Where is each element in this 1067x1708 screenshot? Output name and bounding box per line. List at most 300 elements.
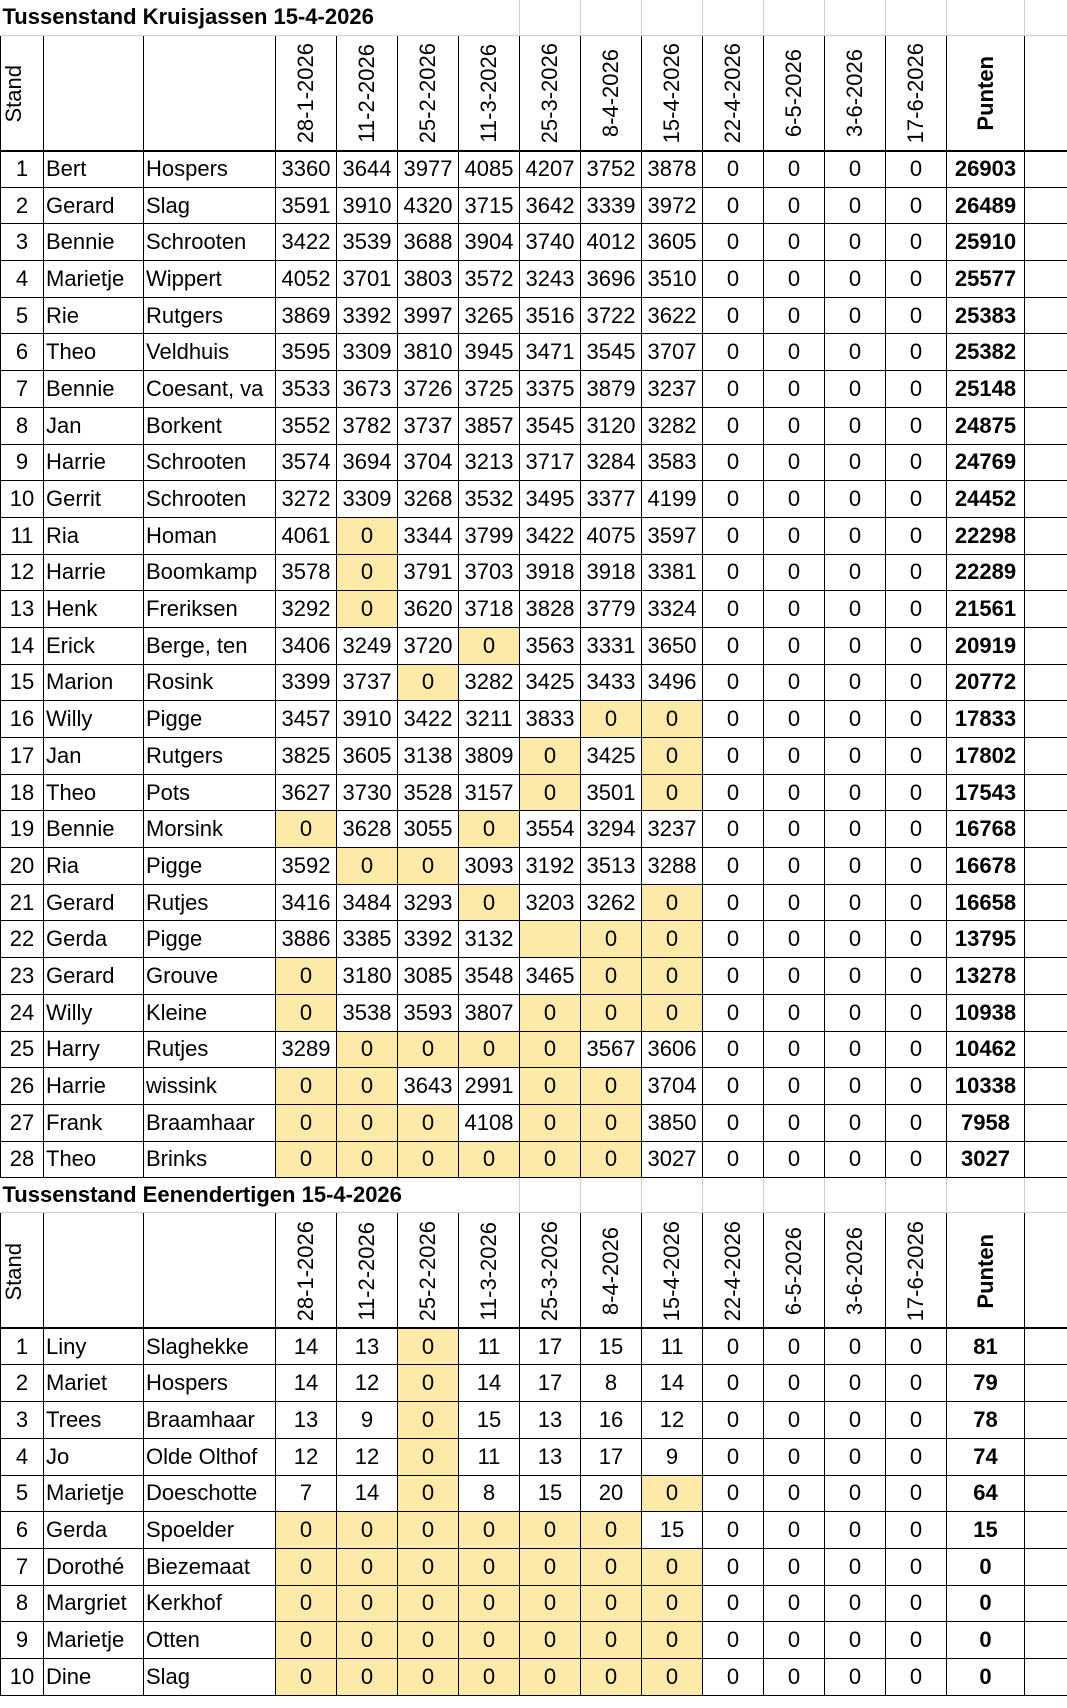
table-row xyxy=(1,554,1067,591)
table-row xyxy=(1,407,1067,444)
empty-cell xyxy=(1025,261,1067,298)
score-cell: 3528 xyxy=(398,774,459,811)
column-header-date-label: 15-4-2026 xyxy=(659,1221,685,1322)
score-cell: 3799 xyxy=(459,517,520,554)
empty-cell xyxy=(1025,1585,1067,1622)
last-name-cell: Wippert xyxy=(144,261,276,298)
score-cell: 3726 xyxy=(398,371,459,408)
score-cell: 3782 xyxy=(337,407,398,444)
column-header-date-label: 15-4-2026 xyxy=(659,43,685,144)
total-points-cell: 0 xyxy=(947,1622,1025,1659)
score-cell: 14 xyxy=(337,1475,398,1512)
score-cell: 3265 xyxy=(459,297,520,334)
score-cell: 9 xyxy=(337,1402,398,1439)
score-cell: 0 xyxy=(825,261,886,298)
empty-cell xyxy=(825,0,886,35)
score-cell: 3717 xyxy=(520,444,581,481)
score-cell: 13 xyxy=(520,1438,581,1475)
score-cell: 3360 xyxy=(276,151,337,188)
empty-cell xyxy=(1025,738,1067,775)
empty-cell xyxy=(947,0,1025,35)
score-cell: 3180 xyxy=(337,958,398,995)
score-cell: 0 xyxy=(642,994,703,1031)
rank-cell: 8 xyxy=(1,407,44,444)
first-name-cell: Liny xyxy=(44,1328,144,1365)
score-cell: 0 xyxy=(825,297,886,334)
score-cell: 0 xyxy=(886,187,947,224)
score-cell: 3211 xyxy=(459,701,520,738)
last-name-cell: Biezemaat xyxy=(144,1548,276,1585)
column-header-date-label: 11-2-2026 xyxy=(354,1221,379,1321)
score-cell: 3879 xyxy=(581,371,642,408)
score-cell: 0 xyxy=(764,517,825,554)
last-name-cell: Schrooten xyxy=(144,444,276,481)
score-cell: 0 xyxy=(886,517,947,554)
score-cell: 0 xyxy=(825,1438,886,1475)
column-header-last-name xyxy=(144,1213,276,1329)
score-cell: 3605 xyxy=(337,738,398,775)
score-cell: 3213 xyxy=(459,444,520,481)
score-cell: 0 xyxy=(520,1585,581,1622)
score-cell: 3293 xyxy=(398,884,459,921)
column-header-punten-label: Punten xyxy=(972,56,998,131)
table-row xyxy=(1,1328,1067,1365)
score-cell: 0 xyxy=(764,1141,825,1178)
score-cell: 0 xyxy=(642,884,703,921)
score-cell: 15 xyxy=(459,1402,520,1439)
empty-cell xyxy=(1025,297,1067,334)
score-cell: 3510 xyxy=(642,261,703,298)
table-row xyxy=(1,884,1067,921)
empty-cell xyxy=(1025,481,1067,518)
score-cell: 4075 xyxy=(581,517,642,554)
first-name-cell: Marietje xyxy=(44,1475,144,1512)
last-name-cell: Coesant, va xyxy=(144,371,276,408)
empty-cell xyxy=(1025,407,1067,444)
score-cell: 0 xyxy=(337,1031,398,1068)
column-header-date-label: 17-6-2026 xyxy=(903,1221,929,1322)
score-cell: 3997 xyxy=(398,297,459,334)
score-cell: 0 xyxy=(764,1031,825,1068)
first-name-cell: Theo xyxy=(44,1141,144,1178)
table-row xyxy=(1,1365,1067,1402)
column-header-date-label: 3-6-2026 xyxy=(842,49,868,138)
score-cell: 3309 xyxy=(337,334,398,371)
total-points-cell: 74 xyxy=(947,1438,1025,1475)
score-cell: 0 xyxy=(886,591,947,628)
score-cell: 0 xyxy=(703,701,764,738)
column-header-punten xyxy=(947,35,1025,151)
empty-cell xyxy=(1025,1104,1067,1141)
score-cell: 3627 xyxy=(276,774,337,811)
score-cell: 0 xyxy=(703,774,764,811)
total-points-cell: 17543 xyxy=(947,774,1025,811)
score-cell: 12 xyxy=(642,1402,703,1439)
score-cell: 0 xyxy=(398,1438,459,1475)
score-cell: 0 xyxy=(825,1365,886,1402)
total-points-cell: 0 xyxy=(947,1548,1025,1585)
total-points-cell: 79 xyxy=(947,1365,1025,1402)
empty-cell xyxy=(1025,371,1067,408)
empty-cell xyxy=(1025,1402,1067,1439)
score-cell: 0 xyxy=(764,371,825,408)
table-row xyxy=(1,1031,1067,1068)
first-name-cell: Dorothé xyxy=(44,1548,144,1585)
last-name-cell: Homan xyxy=(144,517,276,554)
last-name-cell: Slag xyxy=(144,1658,276,1695)
empty-cell xyxy=(1025,848,1067,885)
rank-cell: 3 xyxy=(1,224,44,261)
score-cell: 0 xyxy=(459,1031,520,1068)
column-header-punten xyxy=(947,1213,1025,1329)
score-cell: 3192 xyxy=(520,848,581,885)
rank-cell: 3 xyxy=(1,1402,44,1439)
score-cell: 0 xyxy=(764,1438,825,1475)
kruisjassen-header-row xyxy=(1,35,1067,151)
score-cell: 0 xyxy=(825,1104,886,1141)
score-cell: 3331 xyxy=(581,627,642,664)
column-header-first-name xyxy=(44,1213,144,1329)
score-cell: 0 xyxy=(520,1104,581,1141)
empty-cell xyxy=(886,0,947,35)
total-points-cell: 20919 xyxy=(947,627,1025,664)
total-points-cell: 22289 xyxy=(947,554,1025,591)
score-cell: 3597 xyxy=(642,517,703,554)
score-cell: 3809 xyxy=(459,738,520,775)
score-cell: 0 xyxy=(398,1475,459,1512)
last-name-cell: Berge, ten xyxy=(144,627,276,664)
score-cell: 3737 xyxy=(398,407,459,444)
table-row xyxy=(1,151,1067,188)
score-cell: 0 xyxy=(764,224,825,261)
score-cell: 0 xyxy=(825,1328,886,1365)
first-name-cell: Ria xyxy=(44,848,144,885)
column-header-date xyxy=(764,1213,825,1329)
column-header-date-label: 28-1-2026 xyxy=(293,1221,318,1322)
table-row xyxy=(1,1622,1067,1659)
score-cell: 3945 xyxy=(459,334,520,371)
score-cell: 0 xyxy=(703,1068,764,1105)
score-cell: 3243 xyxy=(520,261,581,298)
total-points-cell: 0 xyxy=(947,1585,1025,1622)
score-cell: 0 xyxy=(764,921,825,958)
table-row xyxy=(1,1104,1067,1141)
score-cell: 0 xyxy=(886,921,947,958)
score-cell: 3563 xyxy=(520,627,581,664)
score-cell: 0 xyxy=(337,1548,398,1585)
score-cell: 0 xyxy=(825,1658,886,1695)
score-cell: 9 xyxy=(642,1438,703,1475)
score-cell: 0 xyxy=(764,1622,825,1659)
rank-cell: 21 xyxy=(1,884,44,921)
score-cell: 0 xyxy=(703,591,764,628)
empty-cell xyxy=(1025,994,1067,1031)
score-cell: 14 xyxy=(642,1365,703,1402)
score-cell: 3628 xyxy=(337,811,398,848)
column-header-date-label: 28-1-2026 xyxy=(293,43,318,144)
score-cell: 0 xyxy=(703,334,764,371)
eenendertigen-header-row xyxy=(1,1213,1067,1329)
rank-cell: 19 xyxy=(1,811,44,848)
empty-cell xyxy=(1025,1438,1067,1475)
score-cell: 3552 xyxy=(276,407,337,444)
score-cell: 16 xyxy=(581,1402,642,1439)
score-cell: 15 xyxy=(581,1328,642,1365)
score-cell: 20 xyxy=(581,1475,642,1512)
score-cell: 0 xyxy=(764,627,825,664)
score-cell: 3381 xyxy=(642,554,703,591)
empty-cell xyxy=(1025,1031,1067,1068)
empty-cell xyxy=(1025,958,1067,995)
score-cell: 4320 xyxy=(398,187,459,224)
table-row xyxy=(1,664,1067,701)
score-cell: 3533 xyxy=(276,371,337,408)
column-header-first-name xyxy=(44,35,144,151)
score-cell: 0 xyxy=(703,297,764,334)
score-cell: 0 xyxy=(642,738,703,775)
score-cell: 3288 xyxy=(642,848,703,885)
first-name-cell: Frank xyxy=(44,1104,144,1141)
score-cell: 0 xyxy=(276,994,337,1031)
score-cell: 0 xyxy=(276,1658,337,1695)
last-name-cell: Pigge xyxy=(144,921,276,958)
score-cell: 0 xyxy=(276,1141,337,1178)
rank-cell: 23 xyxy=(1,958,44,995)
score-cell: 0 xyxy=(337,1141,398,1178)
column-header-date xyxy=(398,35,459,151)
empty-cell xyxy=(1025,701,1067,738)
column-header-date xyxy=(703,1213,764,1329)
last-name-cell: Brinks xyxy=(144,1141,276,1178)
score-cell: 0 xyxy=(581,994,642,1031)
table-row xyxy=(1,261,1067,298)
table-row xyxy=(1,1475,1067,1512)
score-cell: 3465 xyxy=(520,958,581,995)
first-name-cell: Bert xyxy=(44,151,144,188)
first-name-cell: Harrie xyxy=(44,1068,144,1105)
column-header-stand-label: Stand xyxy=(1,1242,26,1300)
last-name-cell: Braamhaar xyxy=(144,1104,276,1141)
score-cell: 0 xyxy=(459,1585,520,1622)
score-cell: 3904 xyxy=(459,224,520,261)
score-cell: 0 xyxy=(398,848,459,885)
rank-cell: 6 xyxy=(1,334,44,371)
score-cell: 0 xyxy=(642,1475,703,1512)
rank-cell: 6 xyxy=(1,1512,44,1549)
score-cell: 0 xyxy=(886,1402,947,1439)
score-cell: 3578 xyxy=(276,554,337,591)
score-cell: 3120 xyxy=(581,407,642,444)
rank-cell: 5 xyxy=(1,1475,44,1512)
score-cell: 0 xyxy=(886,1585,947,1622)
score-cell: 0 xyxy=(764,444,825,481)
column-header-date-label: 8-4-2026 xyxy=(598,1227,624,1316)
total-points-cell: 10462 xyxy=(947,1031,1025,1068)
score-cell: 3673 xyxy=(337,371,398,408)
column-header-date-label: 25-3-2026 xyxy=(537,43,563,144)
score-cell: 0 xyxy=(764,554,825,591)
last-name-cell: Veldhuis xyxy=(144,334,276,371)
score-cell: 0 xyxy=(337,591,398,628)
score-cell: 0 xyxy=(825,591,886,628)
score-cell: 11 xyxy=(459,1438,520,1475)
table-row xyxy=(1,224,1067,261)
first-name-cell: Erick xyxy=(44,627,144,664)
table-row xyxy=(1,371,1067,408)
score-cell: 0 xyxy=(703,151,764,188)
score-cell: 0 xyxy=(398,1622,459,1659)
total-points-cell: 0 xyxy=(947,1658,1025,1695)
score-cell: 3203 xyxy=(520,884,581,921)
first-name-cell: Gerda xyxy=(44,1512,144,1549)
total-points-cell: 25382 xyxy=(947,334,1025,371)
empty-cell xyxy=(1025,1548,1067,1585)
score-cell: 3055 xyxy=(398,811,459,848)
table-row xyxy=(1,921,1067,958)
rank-cell: 24 xyxy=(1,994,44,1031)
first-name-cell: Harrie xyxy=(44,554,144,591)
first-name-cell: Jan xyxy=(44,738,144,775)
score-cell: 12 xyxy=(276,1438,337,1475)
score-cell: 0 xyxy=(642,774,703,811)
score-cell: 3377 xyxy=(581,481,642,518)
total-points-cell: 13795 xyxy=(947,921,1025,958)
score-cell: 0 xyxy=(886,1622,947,1659)
section-title: Tussenstand Kruisjassen 15-4-2026 xyxy=(1,0,520,35)
empty-cell xyxy=(1025,591,1067,628)
score-cell: 3572 xyxy=(459,261,520,298)
column-header-date xyxy=(520,35,581,151)
score-cell: 0 xyxy=(764,297,825,334)
score-cell: 0 xyxy=(703,1402,764,1439)
score-cell: 0 xyxy=(520,1622,581,1659)
score-cell: 0 xyxy=(520,1031,581,1068)
score-cell: 0 xyxy=(703,738,764,775)
score-cell: 0 xyxy=(703,1548,764,1585)
score-cell: 0 xyxy=(642,921,703,958)
score-cell: 0 xyxy=(886,297,947,334)
table-row xyxy=(1,958,1067,995)
last-name-cell: Hospers xyxy=(144,151,276,188)
first-name-cell: Gerard xyxy=(44,187,144,224)
rank-cell: 9 xyxy=(1,1622,44,1659)
score-cell: 4012 xyxy=(581,224,642,261)
score-cell: 0 xyxy=(886,958,947,995)
last-name-cell: Pigge xyxy=(144,701,276,738)
empty-cell xyxy=(1025,774,1067,811)
total-points-cell: 16678 xyxy=(947,848,1025,885)
last-name-cell: Pigge xyxy=(144,848,276,885)
rank-cell: 2 xyxy=(1,1365,44,1402)
column-header-date xyxy=(398,1213,459,1329)
column-header-date-label: 22-4-2026 xyxy=(720,43,746,144)
score-cell: 3807 xyxy=(459,994,520,1031)
column-header-date-label: 6-5-2026 xyxy=(781,49,807,138)
score-cell: 17 xyxy=(520,1365,581,1402)
rank-cell: 2 xyxy=(1,187,44,224)
first-name-cell: Marietje xyxy=(44,1622,144,1659)
score-cell: 0 xyxy=(886,1475,947,1512)
column-header-stand xyxy=(1,1213,44,1329)
score-cell: 3339 xyxy=(581,187,642,224)
score-cell: 0 xyxy=(886,664,947,701)
last-name-cell: Schrooten xyxy=(144,224,276,261)
score-cell: 11 xyxy=(642,1328,703,1365)
column-header-date xyxy=(276,35,337,151)
score-cell: 0 xyxy=(764,1512,825,1549)
score-cell: 0 xyxy=(764,701,825,738)
empty-cell xyxy=(1025,921,1067,958)
score-cell: 0 xyxy=(825,187,886,224)
score-cell: 3324 xyxy=(642,591,703,628)
score-cell: 0 xyxy=(703,517,764,554)
score-cell: 0 xyxy=(764,187,825,224)
score-cell: 3399 xyxy=(276,664,337,701)
empty-cell xyxy=(581,0,642,35)
score-cell: 3422 xyxy=(398,701,459,738)
first-name-cell: Theo xyxy=(44,334,144,371)
first-name-cell: Jan xyxy=(44,407,144,444)
empty-cell xyxy=(520,1178,581,1213)
score-cell: 3385 xyxy=(337,921,398,958)
score-cell: 0 xyxy=(642,1622,703,1659)
score-cell: 0 xyxy=(276,1622,337,1659)
last-name-cell: Kerkhof xyxy=(144,1585,276,1622)
column-header-date xyxy=(459,1213,520,1329)
score-cell: 4199 xyxy=(642,481,703,518)
score-cell: 0 xyxy=(825,1141,886,1178)
rank-cell: 7 xyxy=(1,371,44,408)
last-name-cell: Otten xyxy=(144,1622,276,1659)
score-cell: 3392 xyxy=(337,297,398,334)
score-cell: 0 xyxy=(398,1402,459,1439)
rank-cell: 9 xyxy=(1,444,44,481)
first-name-cell: Willy xyxy=(44,994,144,1031)
total-points-cell: 7958 xyxy=(947,1104,1025,1141)
score-cell: 0 xyxy=(642,701,703,738)
score-cell: 0 xyxy=(703,407,764,444)
score-cell: 0 xyxy=(825,1548,886,1585)
table-row xyxy=(1,1141,1067,1178)
score-cell: 0 xyxy=(703,664,764,701)
score-cell: 3309 xyxy=(337,481,398,518)
empty-cell xyxy=(1025,517,1067,554)
first-name-cell: Marion xyxy=(44,664,144,701)
score-cell: 0 xyxy=(581,1548,642,1585)
score-cell: 0 xyxy=(764,664,825,701)
table-row xyxy=(1,297,1067,334)
score-cell: 3282 xyxy=(459,664,520,701)
score-cell: 0 xyxy=(886,554,947,591)
score-cell: 3650 xyxy=(642,627,703,664)
score-cell: 14 xyxy=(276,1328,337,1365)
score-cell: 0 xyxy=(703,1475,764,1512)
empty-cell xyxy=(581,1178,642,1213)
column-header-date xyxy=(581,35,642,151)
score-cell: 0 xyxy=(825,224,886,261)
score-cell: 3857 xyxy=(459,407,520,444)
score-cell: 0 xyxy=(764,1068,825,1105)
total-points-cell: 16658 xyxy=(947,884,1025,921)
column-header-date-label: 22-4-2026 xyxy=(720,1221,746,1322)
score-cell: 0 xyxy=(581,701,642,738)
table-row xyxy=(1,444,1067,481)
total-points-cell: 3027 xyxy=(947,1141,1025,1178)
score-cell: 0 xyxy=(703,1658,764,1695)
score-cell: 3237 xyxy=(642,371,703,408)
rank-cell: 11 xyxy=(1,517,44,554)
column-header-date xyxy=(703,35,764,151)
